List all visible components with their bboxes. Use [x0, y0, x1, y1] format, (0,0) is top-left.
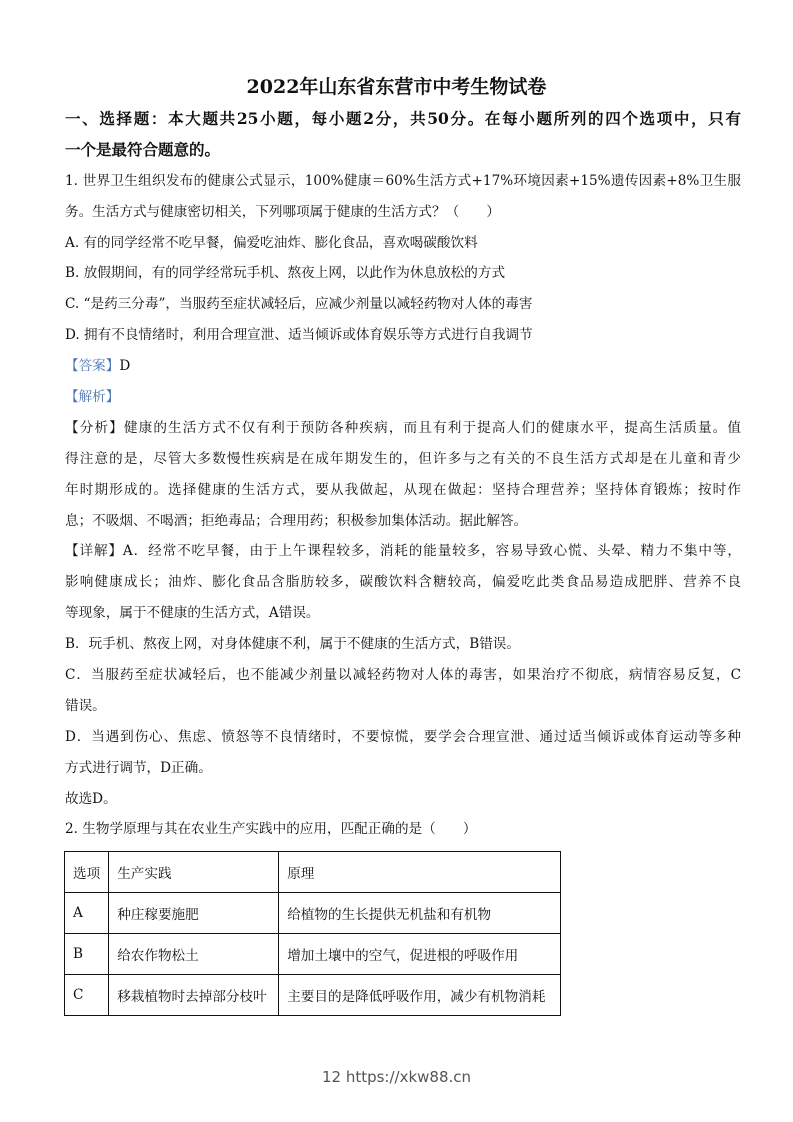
detail-line: D．当遇到伤心、焦虑、愤怒等不良情绪时，不要惊慌，要学会合理宣泄、通过适当倾诉或体育运动等多种 — [65, 728, 741, 745]
table-cell: 增加土壤中的空气，促进根的呼吸作用 — [279, 934, 561, 975]
option-c: C. “是药三分毒”，当服药至症状减轻后，应减少剂量以减轻药物对人体的毒害 — [65, 296, 533, 313]
table-cell: A — [65, 893, 109, 934]
table-header: 原理 — [279, 852, 561, 893]
section-heading: 一个是最符合题意的。 — [65, 139, 221, 159]
analysis-line: 年时期形成的。选择健康的生活方式，要从我做起，从现在做起：坚持合理营养；坚持体育锻炼；按时作 — [65, 481, 741, 498]
table-header: 生产实践 — [109, 852, 279, 893]
table-row — [65, 975, 561, 1016]
section-heading: 一、选择题：本大题共25小题，每小题2分，共50分。在每小题所列的四个选项中，只有 — [65, 109, 741, 128]
detail-line: C．当服药至症状减轻后，也不能减少剂量以减轻药物对人体的毒害，如果治疗不彻底，病情容易反复，C — [65, 667, 741, 684]
option-d: D. 拥有不良情绪时，利用合理宣泄、适当倾诉或体育娱乐等方式进行自我调节 — [65, 327, 533, 344]
answer — [65, 351, 741, 382]
detail-line: 等现象，属于不健康的生活方式，A错误。 — [65, 605, 320, 622]
analysis-line: 【分析】健康的生活方式不仅有利于预防各种疾病，而且有利于提高人们的健康水平，提高生活质量。值 — [65, 419, 741, 436]
conclusion: 故选D。 — [65, 790, 117, 807]
detail-line: 【详解】A．经常不吃早餐，由于上午课程较多，消耗的能量较多，容易导致心慌、头晕、精力不集中等， — [65, 543, 741, 560]
answer-label: 【答案】 — [65, 358, 120, 375]
analysis-line: 息；不吸烟、不喝酒；拒绝毒品；合理用药；积极参加集体活动。据此解答。 — [65, 512, 528, 529]
document-body — [65, 104, 741, 845]
table-cell: C — [65, 975, 109, 1016]
question-stem: 2. 生物学原理与其在农业生产实践中的应用，匹配正确的是（ ） — [65, 821, 477, 838]
question-stem: 务。生活方式与健康密切相关，下列哪项属于健康的生活方式？（ ） — [65, 203, 500, 220]
table-cell: B — [65, 934, 109, 975]
table-cell: 移栽植物时去掉部分枝叶 — [109, 975, 279, 1016]
table-cell: 给农作物松土 — [109, 934, 279, 975]
table-row — [65, 893, 561, 934]
option-b: B. 放假期间，有的同学经常玩手机、熬夜上网，以此作为休息放松的方式 — [65, 265, 506, 282]
page-title: 2022年山东省东营市中考生物试卷 — [246, 76, 547, 98]
answer-value: D — [119, 358, 131, 375]
table-row — [65, 934, 561, 975]
q2-table — [64, 851, 561, 1016]
table-cell: 给植物的生长提供无机盐和有机物 — [279, 893, 561, 934]
option-a: A. 有的同学经常不吃早餐，偏爱吃油炸、膨化食品，喜欢喝碳酸饮料 — [65, 234, 478, 251]
table-header: 选项 — [65, 852, 109, 893]
detail-line: 方式进行调节，D正确。 — [65, 759, 212, 776]
detail-line: 影响健康成长；油炸、膨化食品含脂肪较多，碳酸饮料含糖较高，偏爱吃此类食品易造成肥胖、营养不良 — [65, 574, 741, 591]
detail-line: B．玩手机、熬夜上网，对身体健康不利，属于不健康的生活方式，B错误。 — [65, 636, 520, 653]
table-cell: 种庄稼要施肥 — [109, 893, 279, 934]
question-stem: 1. 世界卫生组织发布的健康公式显示，100%健康＝60%生活方式+17%环境因素+15%遗传因素+8%卫生服 — [65, 172, 741, 189]
analysis-line: 得注意的是，尽管大多数慢性疾病是在成年期发生的，但许多与之有关的不良生活方式却是在儿童和青少 — [65, 450, 741, 467]
explain-label: 【解析】 — [65, 389, 120, 406]
table-cell: 主要目的是降低呼吸作用，减少有机物消耗 — [279, 975, 561, 1016]
detail-line: 错误。 — [65, 697, 106, 714]
table-header-row — [65, 852, 561, 893]
page-footer: 12 https://xkw88.cn — [321, 1068, 472, 1086]
